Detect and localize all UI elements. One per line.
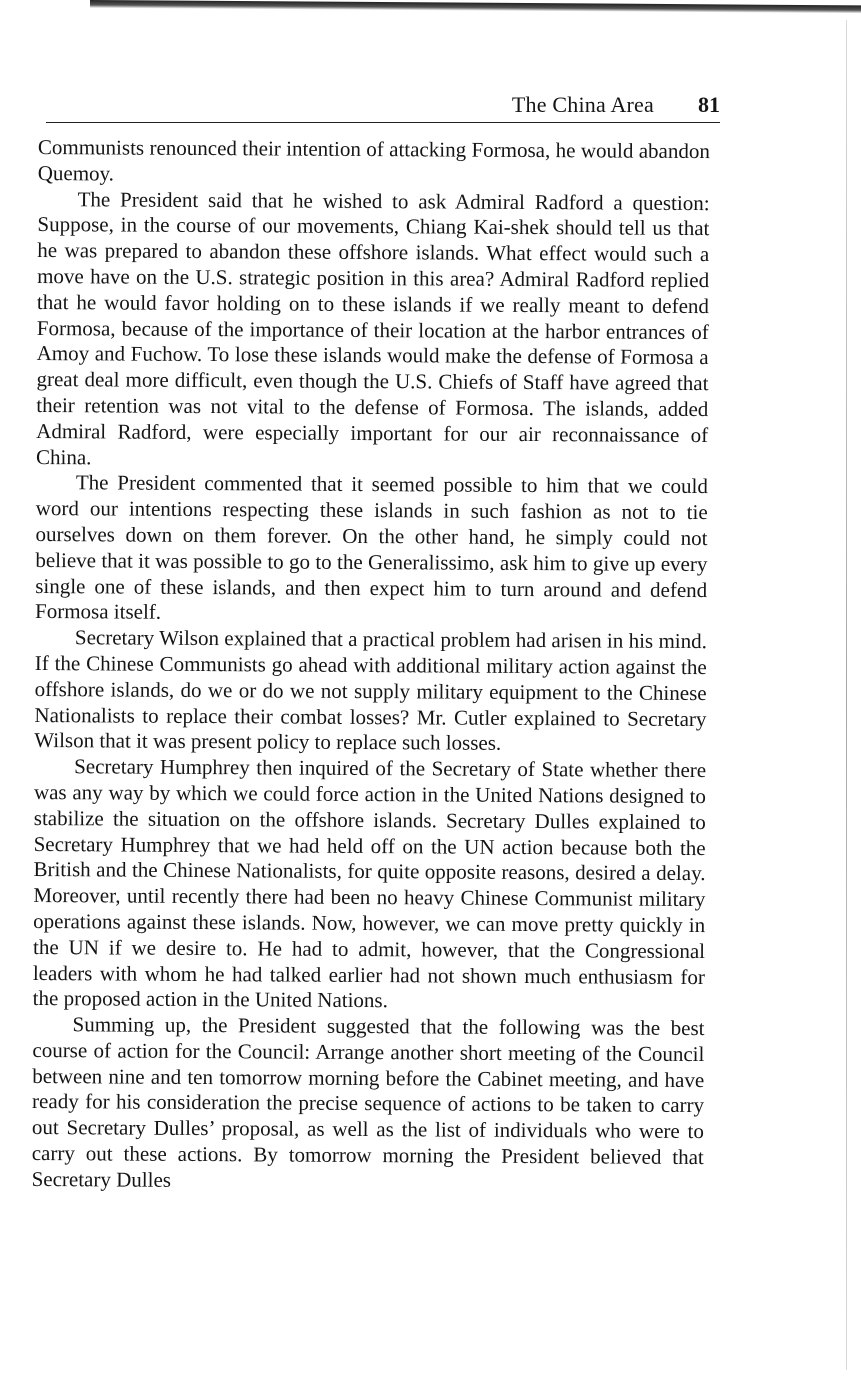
paragraph-4: Secretary Wilson explained that a practical problem had arisen in his mind. If the Chinese Communists go ahead with additional military action against the offshore islands, do we or do we not supply military equipment to the Chinese Nationalists to replace their combat losses? Mr. Cutler explained to Secretary Wilson that it was present policy to replace such losses. [34,625,707,756]
running-title: The China Area [511,92,654,117]
page-body [32,135,710,1197]
paragraph-1: Communists renounced their intention of attacking Formosa, he would abandon Quemoy. [37,135,710,186]
page-right-edge [846,20,847,1370]
running-header [46,92,720,123]
paragraph-5: Secretary Humphrey then inquired of the Secretary of State whether there was any way by which we could force action in the United Nations designed to stabilize the situation on the offshore islands. Secretary Dulles explained to Secretary Humphrey that we had held off on the UN action because both the British and the Chinese Nationalists, for quite opposite reasons, desired a delay. Moreover, until recently there had been no heavy Chinese Communist military operations against these islands. Now, however, we can move pretty quickly in the UN if we desire to. He had to admit, however, that the Congressional leaders with whom he had talked earlier had not shown much enthusiasm for the proposed action in the United Nations. [32,754,707,1013]
paragraph-6: Summing up, the President suggested that the following was the best course of action for the Council: Arrange another short meeting of the Council between nine and ten tomorrow morning before the Cabinet meeting, and have ready for his consideration the precise sequence of actions to be taken to carry out Secretary Dulles’ proposal, as well as the list of individuals who were to carry out these actions. By tomorrow morning the President believed that Secretary Dulles [31,1012,705,1192]
paragraph-3: The President commented that it seemed possible to him that we could word our intentions respecting these islands in such fashion as not to tie ourselves down on them forever. On the other hand, he simply could not believe that it was possible to go to the Generalissimo, ask him to give up every single one of these islands, and then expect him to turn around and defend Formosa itself. [35,470,708,625]
page-top-shadow [90,0,861,13]
page-number: 81 [698,92,720,117]
paragraph-2: The President said that he wished to ask Admiral Radford a question: Suppose, in the course of our movements, Chiang Kai-shek should tell us that he was prepared to abandon these offshore islands. What effect would such a move have on the U.S. strategic position in this area? Admiral Radford replied that he would favor holding on to these islands if we really meant to defend Formosa, because of the importance of their location at the harbor entrances of Amoy and Fuchow. To lose these islands would make the defense of Formosa a great deal more difficult, even though the U.S. Chiefs of Staff have agreed that their retention was not vital to the defense of Formosa. The islands, added Admiral Radford, were especially important for our air reconnaissance of China. [35,186,710,469]
